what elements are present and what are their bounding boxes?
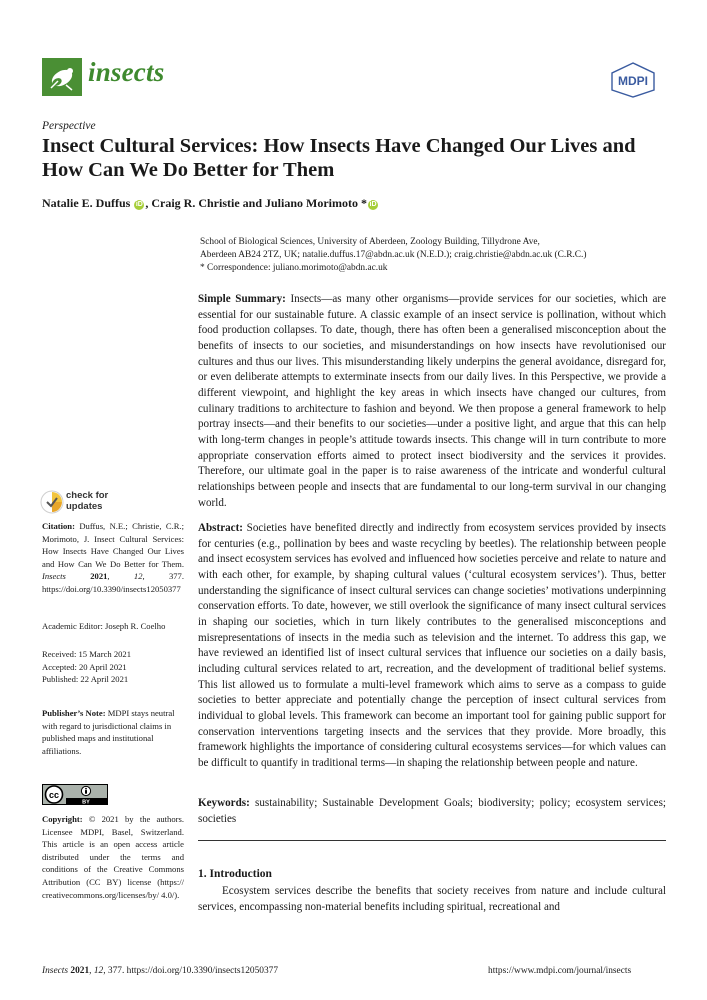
citation-volume: 12	[133, 571, 143, 582]
introduction-text: Ecosystem services describe the benefits that society receives from nature and include cultural services, encompassing non-material benefits including spiritual, recreational and	[198, 885, 666, 913]
cc-text: cc	[48, 790, 60, 800]
footer-journal-url[interactable]: https://www.mdpi.com/journal/insects	[488, 966, 632, 976]
abstract-text: Societies have benefited directly and indirectly from ecosystem services provided by insects for centuries (e.g., pollination by bees and waste recycling by beetles). The relationship between people and insect ecosystem services has evolved and influenced how societies perceive and relate to nature and with each other, for example, by shaping cultural values (‘cultural ecosystem services’). Thus, better understanding the significance of insect cultural services can change societies’ motivations underpinning conservation efforts. To date, however, we still overlook the significance of many insect cultural services in shaping our societies, which in turn likely contributes to the generalised misconceptions and misrepresentations of insects in the media such as television and the internet. To address this gap, we have reviewed an identified list of insect cultural services that influence our societies on a daily basis, including cultural services related to art, recreation, and the development of traditional belief systems. This list allowed us to formulate a multi-level framework which aims to serve as a compass to guide societies to better appreciate and potentially change the perception of insect cultural services from individual to global levels. This framework can become an important tool for gaining public support for conservation interventions targeting insects and the services that they provide. More broadly, this framework highlights the importance of considering cultural ecosystems services—for which values can be difficult to quantify in traditional terms—in shaping the relationship between people and nature.	[198, 522, 666, 769]
article-title: Insect Cultural Services: How Insects Have Changed Our Lives and How Can We Do Better for Them	[42, 135, 636, 181]
article-type: Perspective	[42, 120, 96, 132]
keywords-text: sustainability; Sustainable Development Goals; biodiversity; policy; ecosystem services; societies	[198, 797, 666, 825]
mdpi-logo-text: MDPI	[618, 74, 648, 88]
check-for-updates-icon[interactable]	[40, 490, 64, 514]
publisher-note	[42, 707, 184, 757]
author-list	[42, 196, 379, 211]
keywords	[198, 796, 666, 827]
copyright-label: Copyright:	[42, 814, 83, 824]
citation-year: 2021	[90, 571, 108, 582]
citation-block: Citation: Duffus, N.E.; Christie, C.R.; Morimoto, J. Insect Cultural Services: How Insects Have Changed Our Lives and How Can We Do Better for Them. Insects 2021, 12, 377. https://doi.org/10.3390/insects12050377	[42, 521, 185, 594]
affiliation-line: Aberdeen AB24 2TZ, UK; natalie.duffus.17@abdn.ac.uk (N.E.D.); craig.christie@abdn.ac.uk (C.R.C.)	[200, 250, 587, 260]
affiliation-block	[200, 236, 670, 275]
publisher-note-label: Publisher’s Note:	[42, 708, 106, 718]
section-heading: 1. Introduction	[198, 868, 272, 880]
author-names: , Craig R. Christie and Juliano Morimoto	[145, 196, 359, 210]
cc-by-license-icon[interactable]	[42, 784, 108, 805]
affiliation-line: School of Biological Sciences, University of Aberdeen, Zoology Building, Tillydrone Ave,	[200, 237, 540, 247]
footer-citation: Insects 2021, 12, 377. https://doi.org/10.3390/insects12050377	[42, 966, 279, 976]
citation-text: Duffus, N.E.; Christie, C.R.; Morimoto, J. Insect Cultural Services: How Insects Have Changed Our Lives and How Can We Do Better for Them.	[42, 521, 184, 569]
journal-logo-icon	[42, 58, 82, 96]
citation-label: Citation:	[42, 521, 75, 531]
journal-name: insects	[88, 57, 165, 87]
by-text: BY	[82, 799, 90, 805]
simple-summary	[198, 292, 666, 511]
simple-summary-label: Simple Summary:	[198, 293, 286, 305]
footer-journal: Insects	[42, 966, 69, 976]
footer-year: 2021	[70, 966, 90, 976]
mdpi-logo-icon	[610, 62, 656, 98]
citation-doi[interactable]: , 377. https://doi.org/10.3390/insects12050377	[42, 571, 185, 594]
date-received: Received: 15 March 2021	[42, 649, 132, 659]
orcid-icon[interactable]: iD	[369, 201, 377, 208]
simple-summary-text: Insects—as many other organisms—provide services for our societies, which are essential for our sustainable future. A classic example of an insect service is pollination, without which food production collapses. To date, though, there has often been a generalised misconception about the benefits of insects to our societies, and misunderstandings on how insects have revolutionised our cultures and thus our lives. This misunderstanding likely underpins the general avoidance, disregard for, or even deliberate attempts to exterminate insects from our daily lives. In this Perspective, we provide a different viewpoint, and highlight the key areas in which insects have changed our cultures, from culinary traditions to architecture to fashion and beyond. We then propose a general framework to help portray insects—and their benefits to our societies—under a positive light, and argue that this can help with long-term changes in people’s attitude towards insects. This change will in turn contribute to more appropriate conservation efforts aimed to protect insect biodiversity and the services it provides. Therefore, our ultimate goal in the paper is to raise awareness of the intricate and wonderful cultural relationships between people and insects that are fundamental to our long-term survival in our changing world.	[198, 293, 666, 509]
orcid-icon[interactable]: iD	[135, 201, 143, 208]
check-for-updates-label[interactable]	[66, 491, 108, 512]
date-accepted: Accepted: 20 April 2021	[42, 661, 127, 672]
section-divider	[198, 840, 666, 841]
date-published: Published: 22 April 2021	[42, 674, 129, 685]
correspondence: * Correspondence: juliano.morimoto@abdn.ac.uk	[200, 263, 388, 273]
publication-dates	[42, 648, 184, 686]
footer-volume: 12	[93, 966, 104, 976]
corresponding-mark: *	[358, 196, 368, 210]
author-name: Natalie E. Duffus	[42, 196, 131, 210]
check-for-updates-line: check for	[66, 490, 109, 501]
footer-doi[interactable]: , 377. https://doi.org/10.3390/insects12050377	[103, 966, 279, 976]
abstract	[198, 521, 666, 772]
abstract-label: Abstract:	[198, 522, 243, 534]
check-for-updates-line: updates	[66, 500, 103, 512]
citation-journal: Insects	[42, 571, 66, 582]
publisher-note-text: MDPI stays neutral with regard to jurisdictional claims in published maps and institutional affiliations.	[42, 708, 175, 756]
academic-editor: Academic Editor: Joseph R. Coelho	[42, 621, 166, 631]
copyright-block	[42, 813, 184, 901]
keywords-label: Keywords:	[198, 797, 250, 809]
copyright-text: © 2021 by the authors. Licensee MDPI, Basel, Switzerland. This article is an open access article distributed under the terms and conditions of the Creative Commons Attribution (CC BY) license (https:// creativecommons.org/licenses/by/ 4.0/).	[42, 814, 184, 900]
